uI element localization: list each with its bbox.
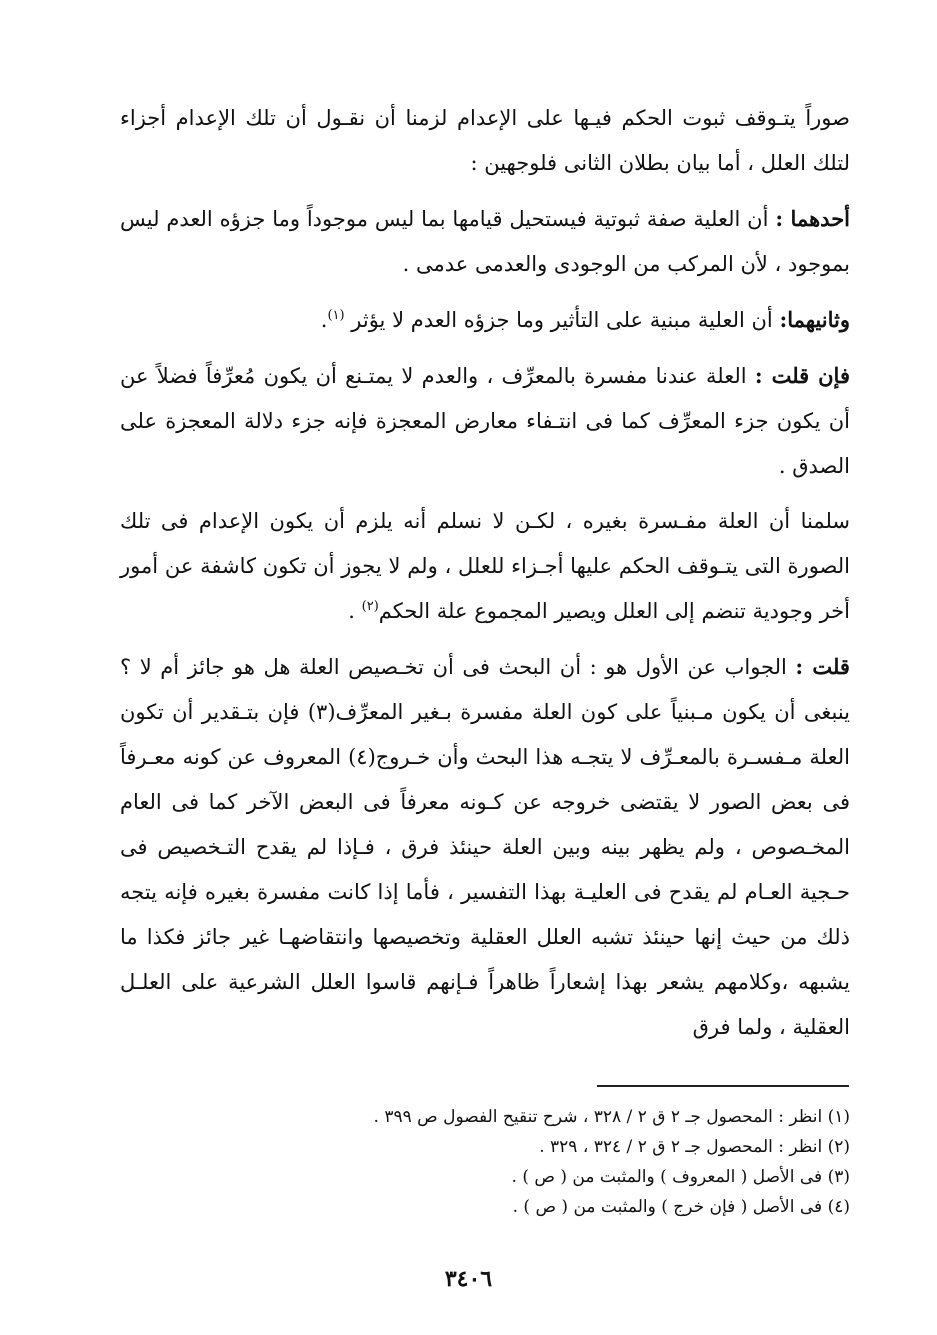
page-number: ٣٤٠٦ <box>444 1266 493 1292</box>
main-text <box>120 96 850 1050</box>
paragraph-lead: قلت : <box>795 654 850 679</box>
footnote-4: (٤) فى الأصل ( فإن خرج ) والمثبت من ( ص ) . <box>512 1197 850 1217</box>
paragraph-3: وثانيهما: أن العلية مبنية على التأثير وما جزؤه العدم لا يؤثر $^{(١)}$. <box>320 307 850 332</box>
paragraph-lead: أحدهما : <box>775 206 851 231</box>
footnote-1: (١) انظر : المحصول جـ ٢ ق ٢ / ٣٢٨ ، شرح تنقيح الفصول ص ٣٩٩ . <box>373 1107 850 1127</box>
paragraph-text: الجواب عن الأول هو : أن البحث فى أن تخـصيص العلة هل هو جائز أم لا ؟ ينبغى أن يكون مـبنياً على كون العلة مفسرة بـغير المعرِّف(٣) فإن بتـقدير أن تكون العلة مـفسـرة بالمعـرِّف لا يتجـه هذا البحث وأن خـروج(٤) المعروف عن كونه معـرفاً فى بعض الصور لا يقتضى خروجه عن كـونه معرفاً فى البعض الآخر كما فى العام المخـصوص ، ولم يظهر بينه وبين العلة حينئذ فرق ، فـإذا لم يقدح التـخصيص فى حـجية العـام لم يقدح فى العليـة بهذا التفسير ، فأما إذا كانت مفسرة بغيره فإنه يتجه ذلك من حيث إنها حينئذ تشبه العلل العقلية وتخصيصها وانتقاضهـا غير جائز فكذا ما يشبهه ،وكلامهم يشعر بهذا إشعاراً ظاهراً فـإنهم قاسوا العلل الشرعية على العلـل العقلية ، ولما فرق <box>120 655 850 1039</box>
footnote-2: (٢) انظر : المحصول جـ ٢ ق ٢ / ٣٢٤ ، ٣٢٩ . <box>539 1137 850 1157</box>
paragraph-text: أن العلية صفة ثبوتية فيستحيل قيامها بما ليس موجوداً وما جزؤه العدم ليس بموجود ، لأن المركب من الوجودى والعدمى عدمى . <box>120 207 850 276</box>
paragraph-text: سلمنا أن العلة مفـسرة بغيره ، لكـن لا نسلم أنه يلزم أن يكون الإعدام فى تلك الصورة التى يتـوقف الحكم عليها أجـزاء للعلل ، ولم لا يجوز أن تكون كاشفة عن أمور أخر وجودية تنضم إلى العلل ويصير المجموع علة الحكم <box>120 509 850 623</box>
paragraph-5: سلمنا أن العلة مفـسرة بغيره ، لكـن لا نسلم أنه يلزم أن يكون الإعدام فى تلك الصورة التى يتـوقف الحكم عليها أجـزاء للعلل ، ولم لا يجوز أن تكون كاشفة عن أمور أخر وجودية تنضم إلى العلل ويصير المجموع علة الحكم$^{(٢)}$ . <box>120 509 850 623</box>
footnote-ref: (٢) <box>361 599 379 614</box>
paragraph-2 <box>120 196 850 287</box>
footnote-3: (٣) فى الأصل ( المعروف ) والمثبت من ( ص ) . <box>511 1167 850 1187</box>
footnote-divider <box>597 1085 849 1087</box>
paragraph-text: العلة عندنا مفسرة بالمعرِّف ، والعدم لا يمتـنع أن يكون مُعرِّفاً فضلاً عن أن يكون جزء المعرِّف كما فى انتـفاء معارض المعجزة فإنه جزء دلالة المعجزة على الصدق . <box>120 364 850 478</box>
footnote-ref: (١) <box>327 308 345 323</box>
paragraph-text: أن العلية مبنية على التأثير وما جزؤه العدم لا يؤثر <box>351 308 773 332</box>
paragraph-text: صوراً يتـوقف ثبوت الحكم فيـها على الإعدام لزمنا أن نقـول أن تلك الإعدام أجزاء لتلك العلل ، أما بيان بطلان الثانى فلوجهين : <box>120 106 850 175</box>
paragraph-lead: فإن قلت : <box>754 363 850 388</box>
footnotes <box>200 1102 850 1222</box>
paragraph-1 <box>120 96 850 186</box>
paragraph-6 <box>120 644 850 1050</box>
paragraph-4 <box>120 353 850 489</box>
paragraph-lead: وثانيهما: <box>779 307 850 332</box>
